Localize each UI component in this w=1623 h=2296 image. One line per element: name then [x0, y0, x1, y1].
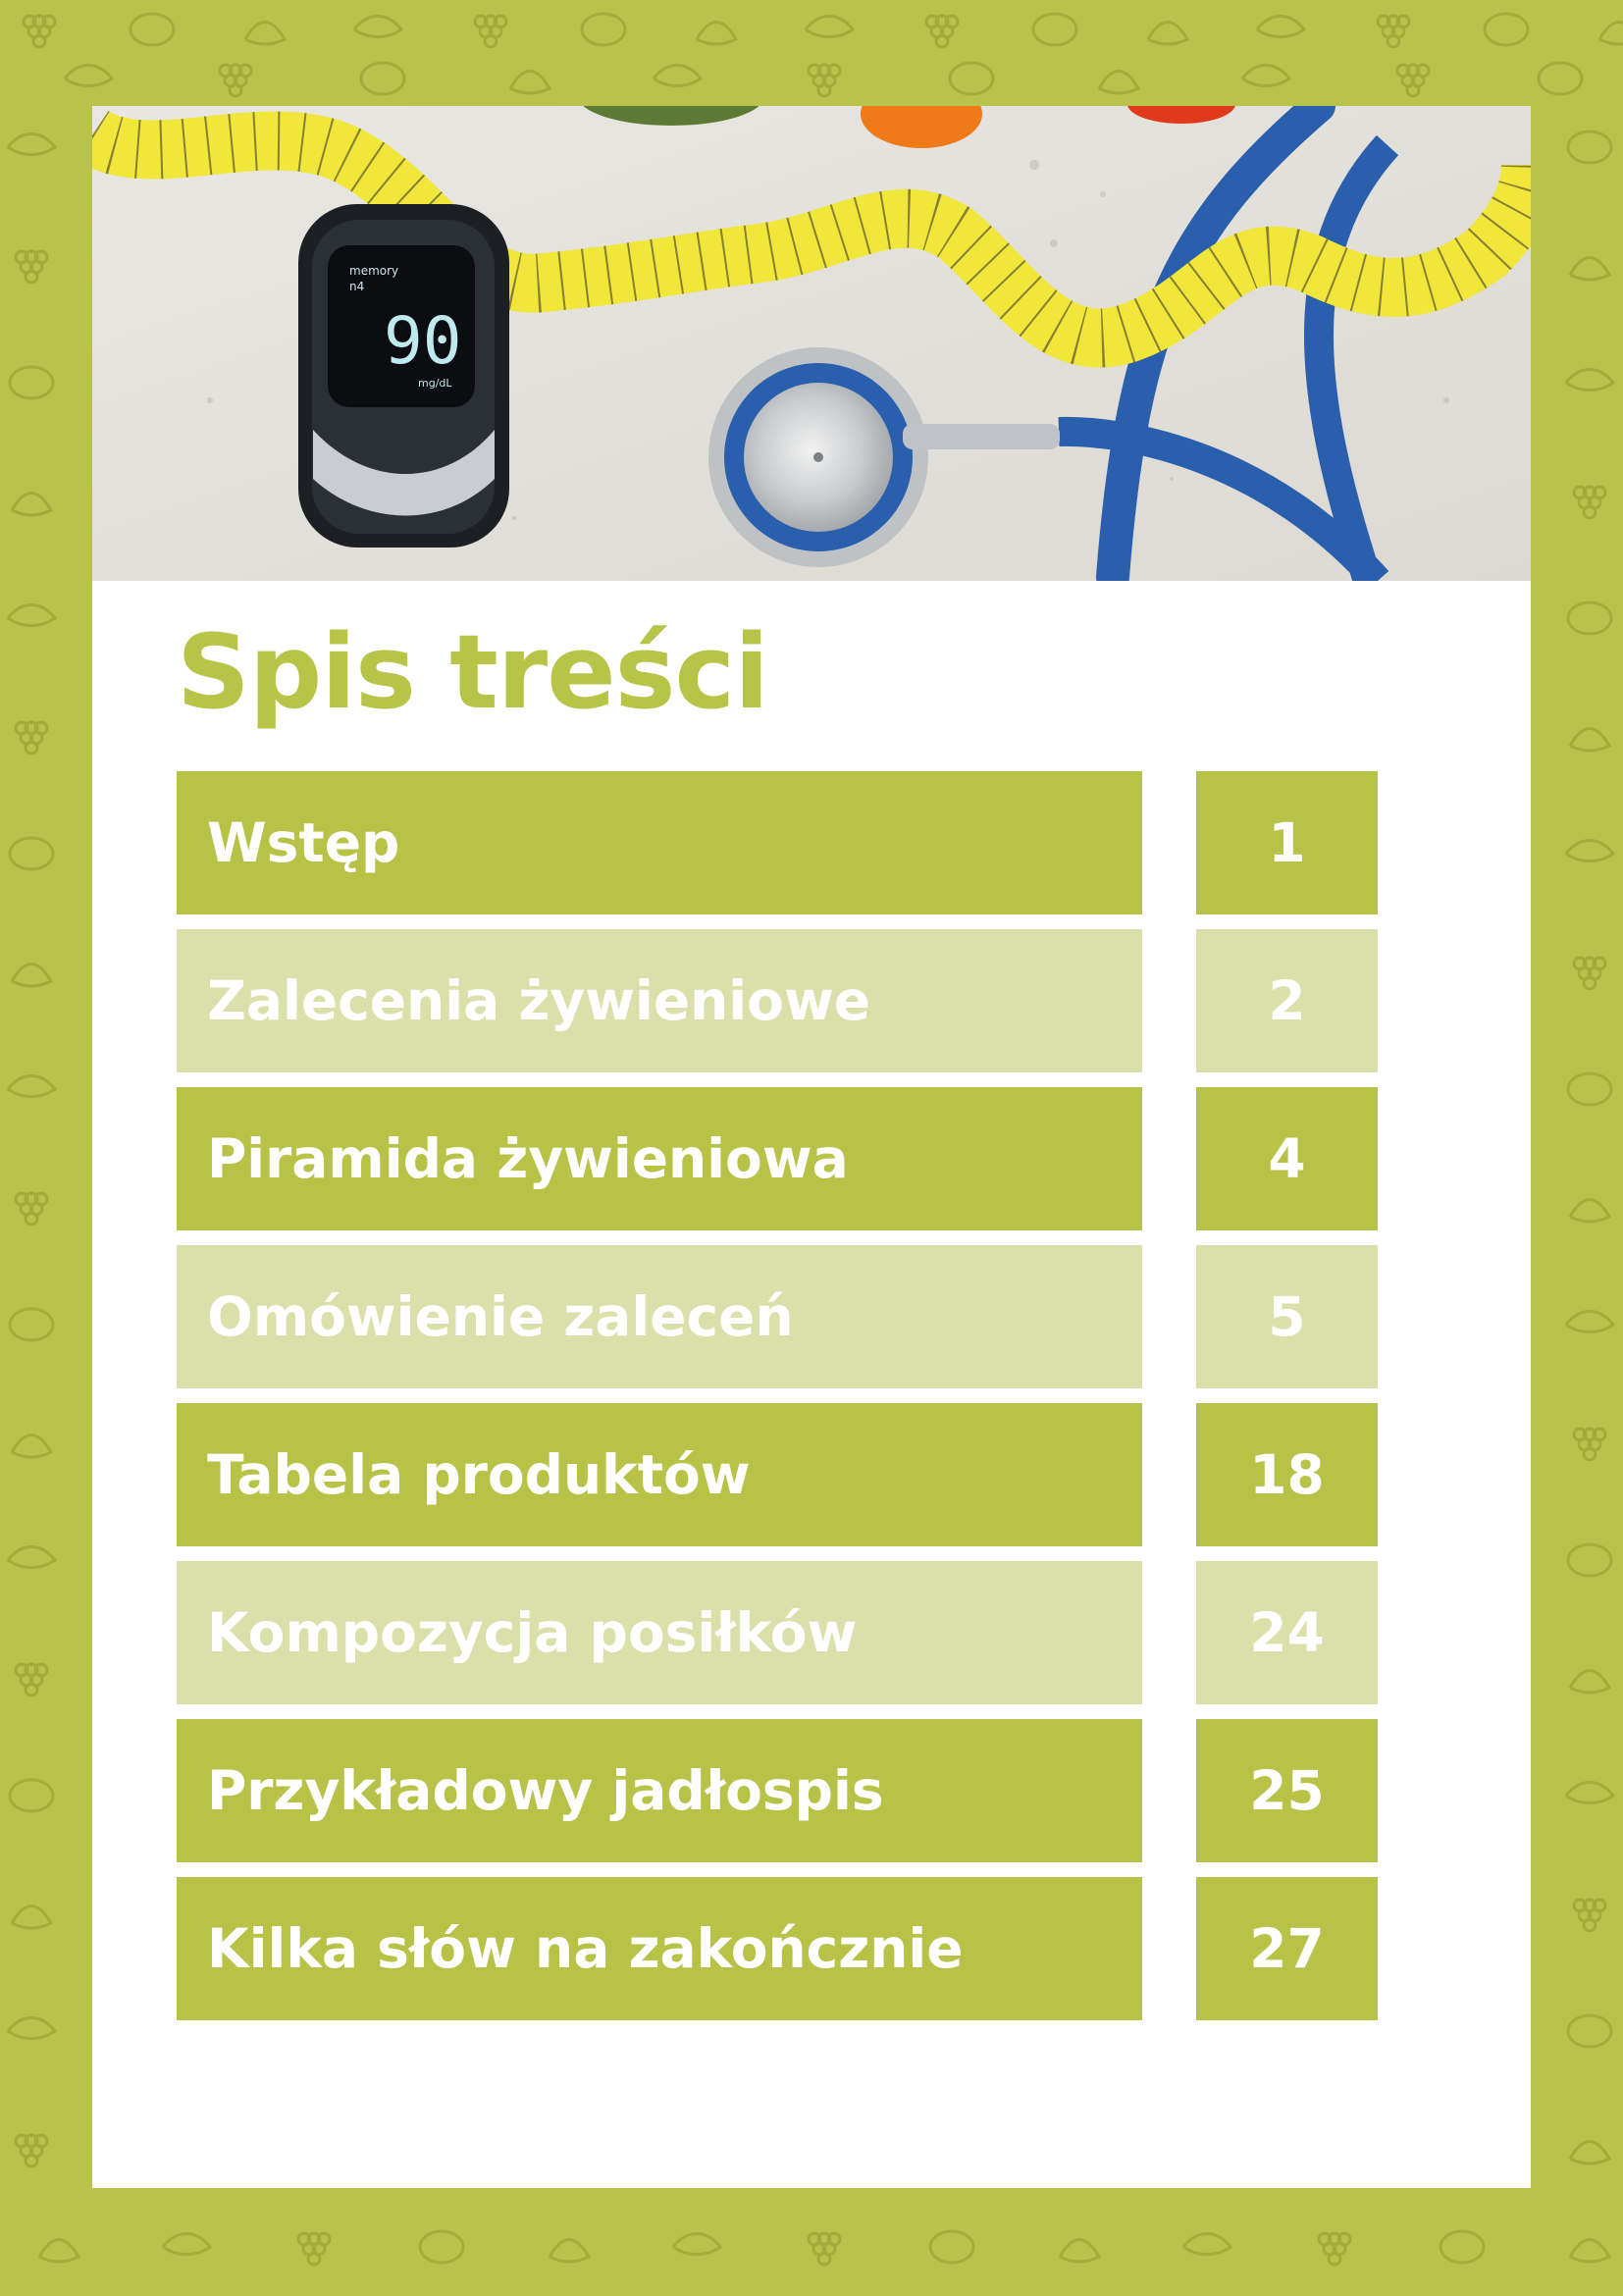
doodle-pod-icon	[1566, 841, 1613, 861]
doodle-grape-icon	[16, 2135, 47, 2166]
doodle-leaf-icon	[1570, 729, 1609, 752]
doodle-circle-icon	[1568, 1073, 1611, 1105]
doodle-grape-icon	[926, 16, 958, 47]
toc-entry-label: Tabela produktów	[177, 1403, 1142, 1546]
doodle-pod-icon	[163, 2234, 210, 2255]
doodle-leaf-icon	[1599, 23, 1623, 45]
header-photo	[92, 106, 1531, 581]
doodle-grape-icon	[1319, 2233, 1350, 2265]
doodle-pod-icon	[8, 605, 55, 626]
doodle-grape-icon	[1574, 1900, 1605, 1931]
toc-entry-page-number: 2	[1196, 929, 1378, 1072]
meter-unit: mg/dL	[418, 377, 452, 390]
doodle-circle-icon	[950, 63, 993, 94]
doodle-pod-icon	[8, 2018, 55, 2039]
doodle-circle-icon	[361, 63, 404, 94]
doodle-circle-icon	[420, 2231, 463, 2263]
toc-entry[interactable]	[177, 1087, 1378, 1230]
doodle-pod-icon	[65, 66, 112, 86]
doodle-grape-icon	[16, 251, 47, 283]
toc-entry-label: Wstęp	[177, 771, 1142, 914]
toc-entry-page-number: 18	[1196, 1403, 1378, 1546]
doodle-leaf-icon	[510, 72, 550, 94]
page-title: Spis treści	[177, 612, 768, 732]
doodle-grape-icon	[16, 722, 47, 754]
svg-text:n4: n4	[349, 280, 365, 293]
doodle-circle-icon	[1485, 14, 1528, 45]
toc-entry-page-number: 27	[1196, 1877, 1378, 2020]
doodle-leaf-icon	[12, 1435, 51, 1458]
meter-memory-label: memory	[349, 264, 399, 278]
meter-reading: 90	[384, 303, 462, 379]
toc-entry-label: Zalecenia żywieniowe	[177, 929, 1142, 1072]
toc-entry-page-number: 4	[1196, 1087, 1378, 1230]
doodle-grape-icon	[1574, 1429, 1605, 1460]
doodle-pod-icon	[1183, 2234, 1230, 2255]
toc-entry-label: Omówienie zaleceń	[177, 1245, 1142, 1388]
toc-entry[interactable]	[177, 1245, 1378, 1388]
doodle-grape-icon	[475, 16, 506, 47]
doodle-pod-icon	[673, 2234, 720, 2255]
doodle-leaf-icon	[1570, 258, 1609, 281]
doodle-circle-icon	[1568, 1544, 1611, 1576]
doodle-grape-icon	[220, 65, 251, 96]
doodle-circle-icon	[930, 2231, 973, 2263]
doodle-grape-icon	[1397, 65, 1429, 96]
doodle-pod-icon	[1566, 1312, 1613, 1332]
doodle-pod-icon	[8, 1547, 55, 1568]
doodle-grape-icon	[24, 16, 55, 47]
doodle-leaf-icon	[1060, 2240, 1099, 2263]
doodle-leaf-icon	[39, 2240, 79, 2263]
toc-entry-page-number: 24	[1196, 1561, 1378, 1704]
doodle-circle-icon	[131, 14, 174, 45]
toc-entry[interactable]	[177, 929, 1378, 1072]
toc-entry-label: Kompozycja posiłków	[177, 1561, 1142, 1704]
doodle-leaf-icon	[550, 2240, 589, 2263]
content-card	[92, 106, 1531, 2188]
doodle-circle-icon	[10, 1309, 53, 1340]
doodle-circle-icon	[1568, 131, 1611, 163]
doodle-grape-icon	[16, 1664, 47, 1696]
toc-entry[interactable]	[177, 771, 1378, 914]
doodle-circle-icon	[10, 838, 53, 869]
doodle-circle-icon	[1539, 63, 1582, 94]
doodle-circle-icon	[582, 14, 625, 45]
doodle-circle-icon	[1440, 2231, 1484, 2263]
doodle-leaf-icon	[697, 23, 736, 45]
doodle-grape-icon	[809, 2233, 840, 2265]
doodle-leaf-icon	[1570, 1200, 1609, 1223]
toc-entry-page-number: 25	[1196, 1719, 1378, 1862]
doodle-pod-icon	[8, 1076, 55, 1097]
doodle-leaf-icon	[12, 494, 51, 516]
toc-entry-page-number: 5	[1196, 1245, 1378, 1388]
doodle-leaf-icon	[1099, 72, 1138, 94]
toc-entry-label: Kilka słów na zakończnie	[177, 1877, 1142, 2020]
doodle-pod-icon	[806, 17, 853, 37]
doodle-pod-icon	[1257, 17, 1304, 37]
toc-entry-label: Przykładowy jadłospis	[177, 1719, 1142, 1862]
doodle-circle-icon	[10, 367, 53, 398]
doodle-leaf-icon	[12, 965, 51, 987]
doodle-circle-icon	[10, 1780, 53, 1811]
doodle-grape-icon	[809, 65, 840, 96]
doodle-circle-icon	[1568, 602, 1611, 634]
doodle-leaf-icon	[245, 23, 285, 45]
doodle-circle-icon	[1568, 2015, 1611, 2047]
doodle-circle-icon	[1033, 14, 1076, 45]
toc-entry-label: Piramida żywieniowa	[177, 1087, 1142, 1230]
doodle-leaf-icon	[1570, 2142, 1609, 2165]
toc-entry[interactable]	[177, 1877, 1378, 2020]
doodle-leaf-icon	[12, 1906, 51, 1929]
doodle-pod-icon	[1566, 370, 1613, 391]
doodle-grape-icon	[1378, 16, 1409, 47]
doodle-grape-icon	[1574, 958, 1605, 989]
toc-entry[interactable]	[177, 1403, 1378, 1546]
doodle-pod-icon	[354, 17, 401, 37]
doodle-leaf-icon	[1148, 23, 1187, 45]
toc-entry[interactable]	[177, 1719, 1378, 1862]
toc-entry-page-number: 1	[1196, 771, 1378, 914]
doodle-leaf-icon	[1570, 2240, 1609, 2263]
doodle-pod-icon	[1566, 1783, 1613, 1803]
doodle-grape-icon	[1574, 487, 1605, 518]
doodle-pod-icon	[8, 134, 55, 155]
doodle-grape-icon	[298, 2233, 330, 2265]
doodle-grape-icon	[16, 1193, 47, 1225]
toc-entry[interactable]	[177, 1561, 1378, 1704]
glucose-meter	[298, 204, 509, 548]
doodle-pod-icon	[1242, 66, 1289, 86]
doodle-leaf-icon	[1570, 1671, 1609, 1694]
doodle-pod-icon	[654, 66, 701, 86]
